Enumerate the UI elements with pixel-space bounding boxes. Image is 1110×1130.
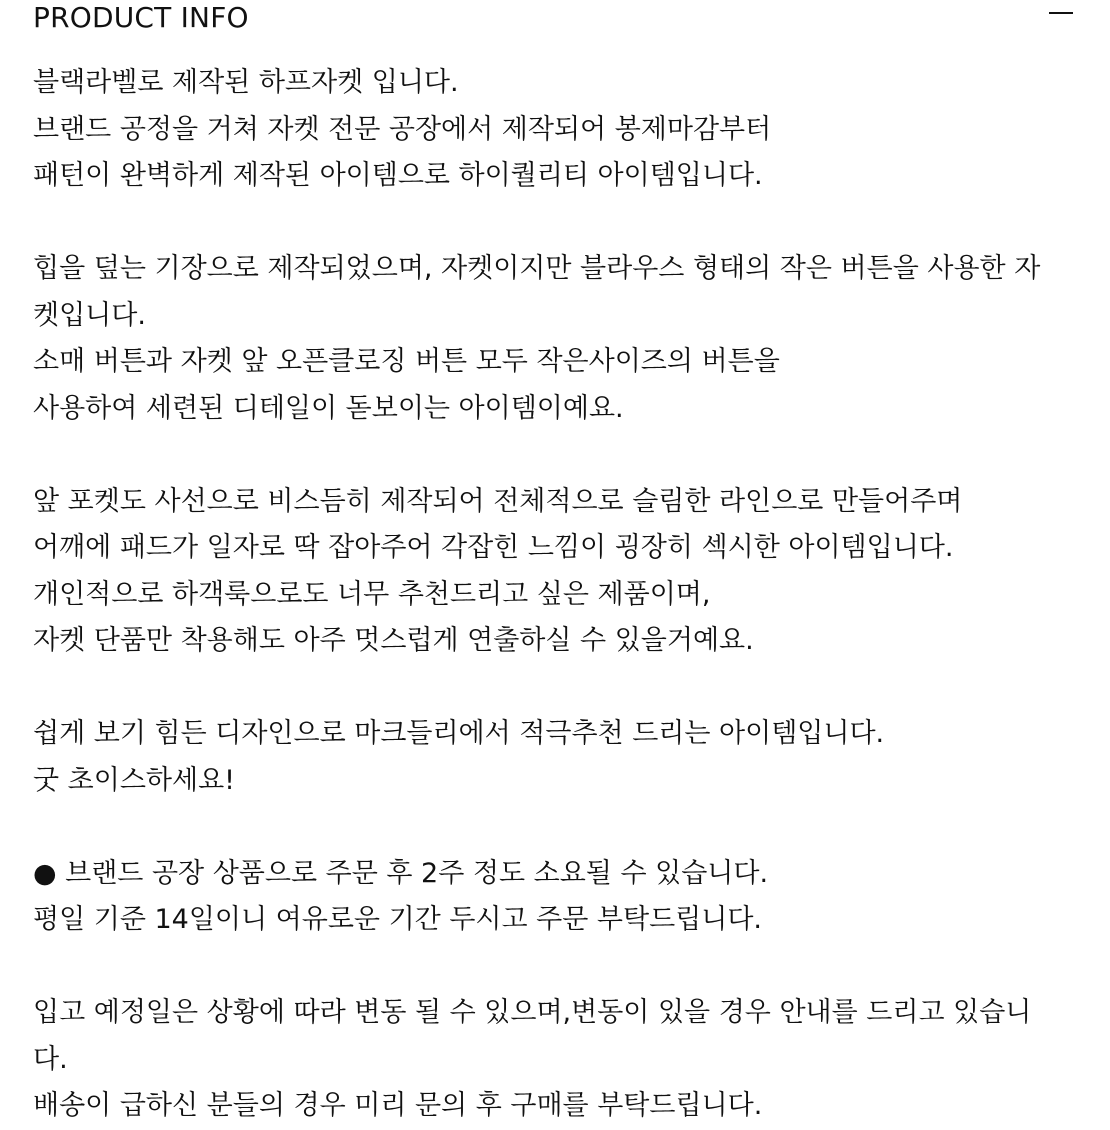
description-line: 배송이 급하신 분들의 경우 미리 문의 후 구매를 부탁드립니다. [33,1090,763,1121]
description-line: 브랜드 공정을 거쳐 자켓 전문 공장에서 제작되어 봉제마감부터 [33,113,772,145]
description-line: 켓입니다. [33,299,146,331]
description-line: 자켓 단품만 착용해도 아주 멋스럽게 연출하실 수 있을거예요. [33,625,754,656]
description-line: 앞 포켓도 사선으로 비스듬히 제작되어 전체적으로 슬림한 라인으로 만들어주며 [33,485,963,517]
minus-icon [1049,12,1073,14]
description-line: 어깨에 패드가 일자로 딱 잡아주어 각잡힌 느낌이 굉장히 섹시한 아이템입니다. [33,532,954,563]
shipping-notice-line: ● 브랜드 공장 상품으로 주문 후 2주 정도 소요될 수 있습니다. [33,857,769,889]
blank-line [33,665,1083,712]
description-line: 쉽게 보기 힘든 디자인으로 마크들리에서 적극추천 드리는 아이템입니다. [33,718,885,749]
blank-line [33,432,1083,479]
description-line: 소매 버튼과 자켓 앞 오픈클로징 버튼 모두 작은사이즈의 버튼을 [33,346,780,377]
description-line: 패턴이 완벽하게 제작된 아이템으로 하이퀄리티 아이템입니다. [33,160,763,191]
description-line: 평일 기준 14일이니 여유로운 기간 두시고 주문 부탁드립니다. [33,904,762,935]
description-line: 굿 초이스하세요! [33,764,235,796]
blank-line [33,804,1083,851]
blank-line [33,944,1083,991]
description-line: 블랙라벨로 제작된 하프자켓 입니다. [33,67,459,98]
description-line: 사용하여 세련된 디테일이 돋보이는 아이템이예요. [33,392,624,424]
product-description [33,60,1083,1130]
description-line: 입고 예정일은 상황에 따라 변동 될 수 있으며,변동이 있을 경우 안내를 드리고 있습니 [33,997,1032,1028]
blank-line [33,200,1083,247]
section-title: PRODUCT INFO [33,1,249,34]
description-line: 다. [33,1043,68,1075]
description-line: 힙을 덮는 기장으로 제작되었으며, 자켓이지만 블라우스 형태의 작은 버튼을 사용한 자 [33,253,1041,284]
collapse-button[interactable] [1046,0,1078,24]
product-info-header [0,0,1110,40]
description-line: 개인적으로 하객룩으로도 너무 추천드리고 싶은 제품이며, [33,578,711,610]
